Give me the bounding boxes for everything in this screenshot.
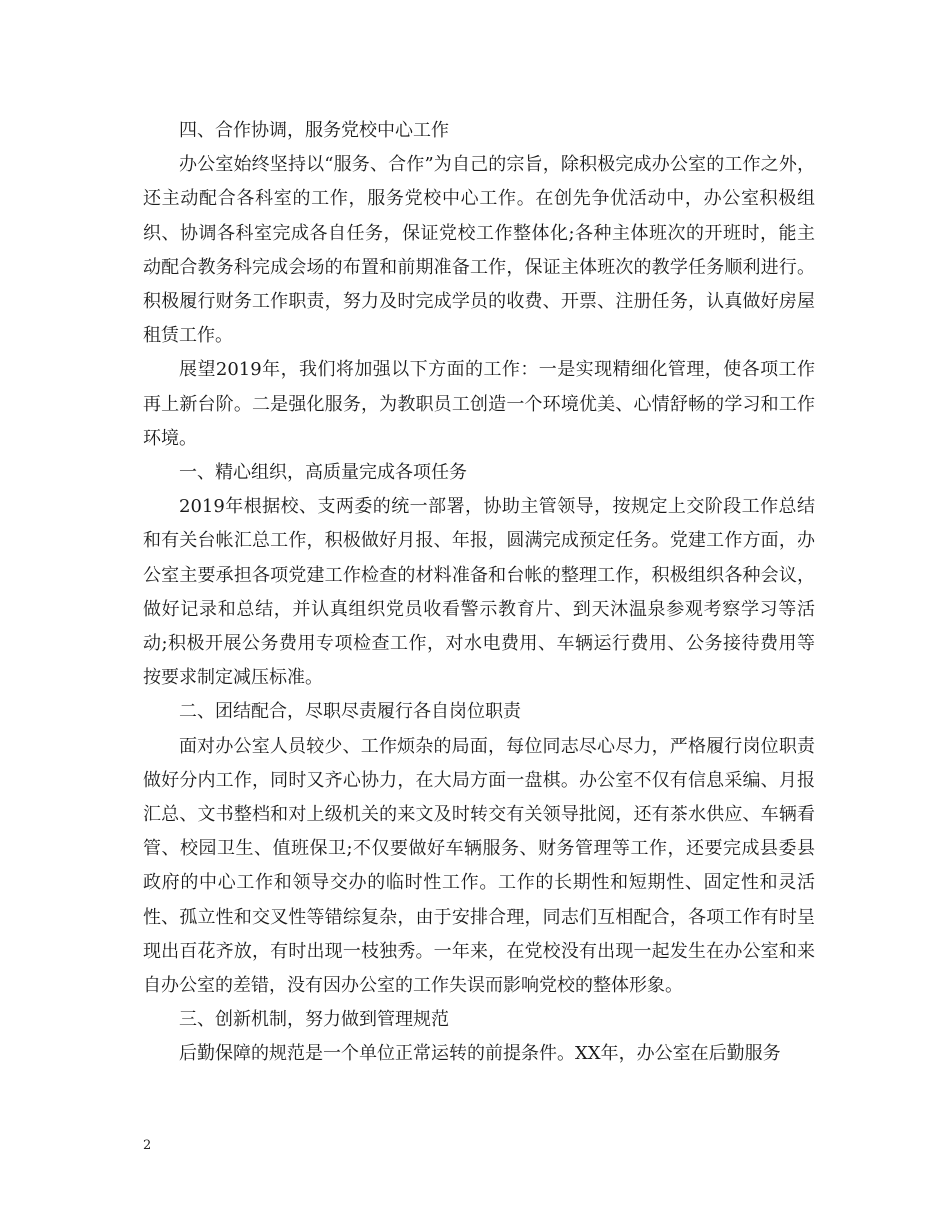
paragraph-logistics: 后勤保障的规范是一个单位正常运转的前提条件。XX年，办公室在后勤服务 xyxy=(179,1043,781,1065)
section-heading-4: 四、合作协调，服务党校中心工作 xyxy=(179,120,449,141)
section-heading-3: 三、创新机制，努力做到管理规范 xyxy=(179,1009,449,1031)
paragraph-cooperation: 办公室始终坚持以“服务、合作”为自己的宗旨，除积极完成办公室的工作之外，还主动配合各科室的工作，服务党校中心工作。在创先争优活动中，办公室积极组织、协调各科室完成各自任务，保证党校工作整体化;各种主体班次的开班时，能主动配合教务科完成会场的布置和前期准备工作，保证主体班次的教学任务顺利进行。积极履行财务工作职责，努力及时完成学员的收费、开票、注册任务，认真做好房屋租赁工作。 xyxy=(143,154,815,347)
document-body xyxy=(143,114,815,1072)
page-number: 2 xyxy=(143,1138,152,1153)
paragraph-tasks: 2019年根据校、支两委的统一部署，协助主管领导，按规定上交阶段工作总结和有关台帐汇总工作，积极做好月报、年报，圆满完成预定任务。党建工作方面，办公室主要承担各项党建工作检查的材料准备和台帐的整理工作，积极组织各种会议，做好记录和总结，并认真组织党员收看警示教育片、到天沐温泉参观考察学习等活动;积极开展公务费用专项检查工作，对水电费用、车辆运行费用、公务接待费用等按要求制定减压标准。 xyxy=(143,496,815,689)
section-heading-1: 一、精心组织，高质量完成各项任务 xyxy=(179,462,467,484)
paragraph-duties: 面对办公室人员较少、工作烦杂的局面，每位同志尽心尽力，严格履行岗位职责做好分内工作，同时又齐心协力，在大局方面一盘棋。办公室不仅有信息采编、月报汇总、文书整档和对上级机关的来文及时转交有关领导批阅，还有茶水供应、车辆看管、校园卫生、值班保卫;不仅要做好车辆服务、财务管理等工作，还要完成县委县政府的中心工作和领导交办的临时性工作。工作的长期性和短期性、固定性和灵活性、孤立性和交叉性等错综复杂，由于安排合理，同志们互相配合，各项工作有时呈现出百花齐放，有时出现一枝独秀。一年来，在党校没有出现一起发生在办公室和来自办公室的差错，没有因办公室的工作失误而影响党校的整体形象。 xyxy=(143,735,815,997)
paragraph-outlook: 展望2019年，我们将加强以下方面的工作：一是实现精细化管理，使各项工作再上新台阶。二是强化服务，为教职员工创造一个环境优美、心情舒畅的学习和工作环境。 xyxy=(143,359,815,449)
section-heading-2: 二、团结配合，尽职尽责履行各自岗位职责 xyxy=(179,701,521,723)
